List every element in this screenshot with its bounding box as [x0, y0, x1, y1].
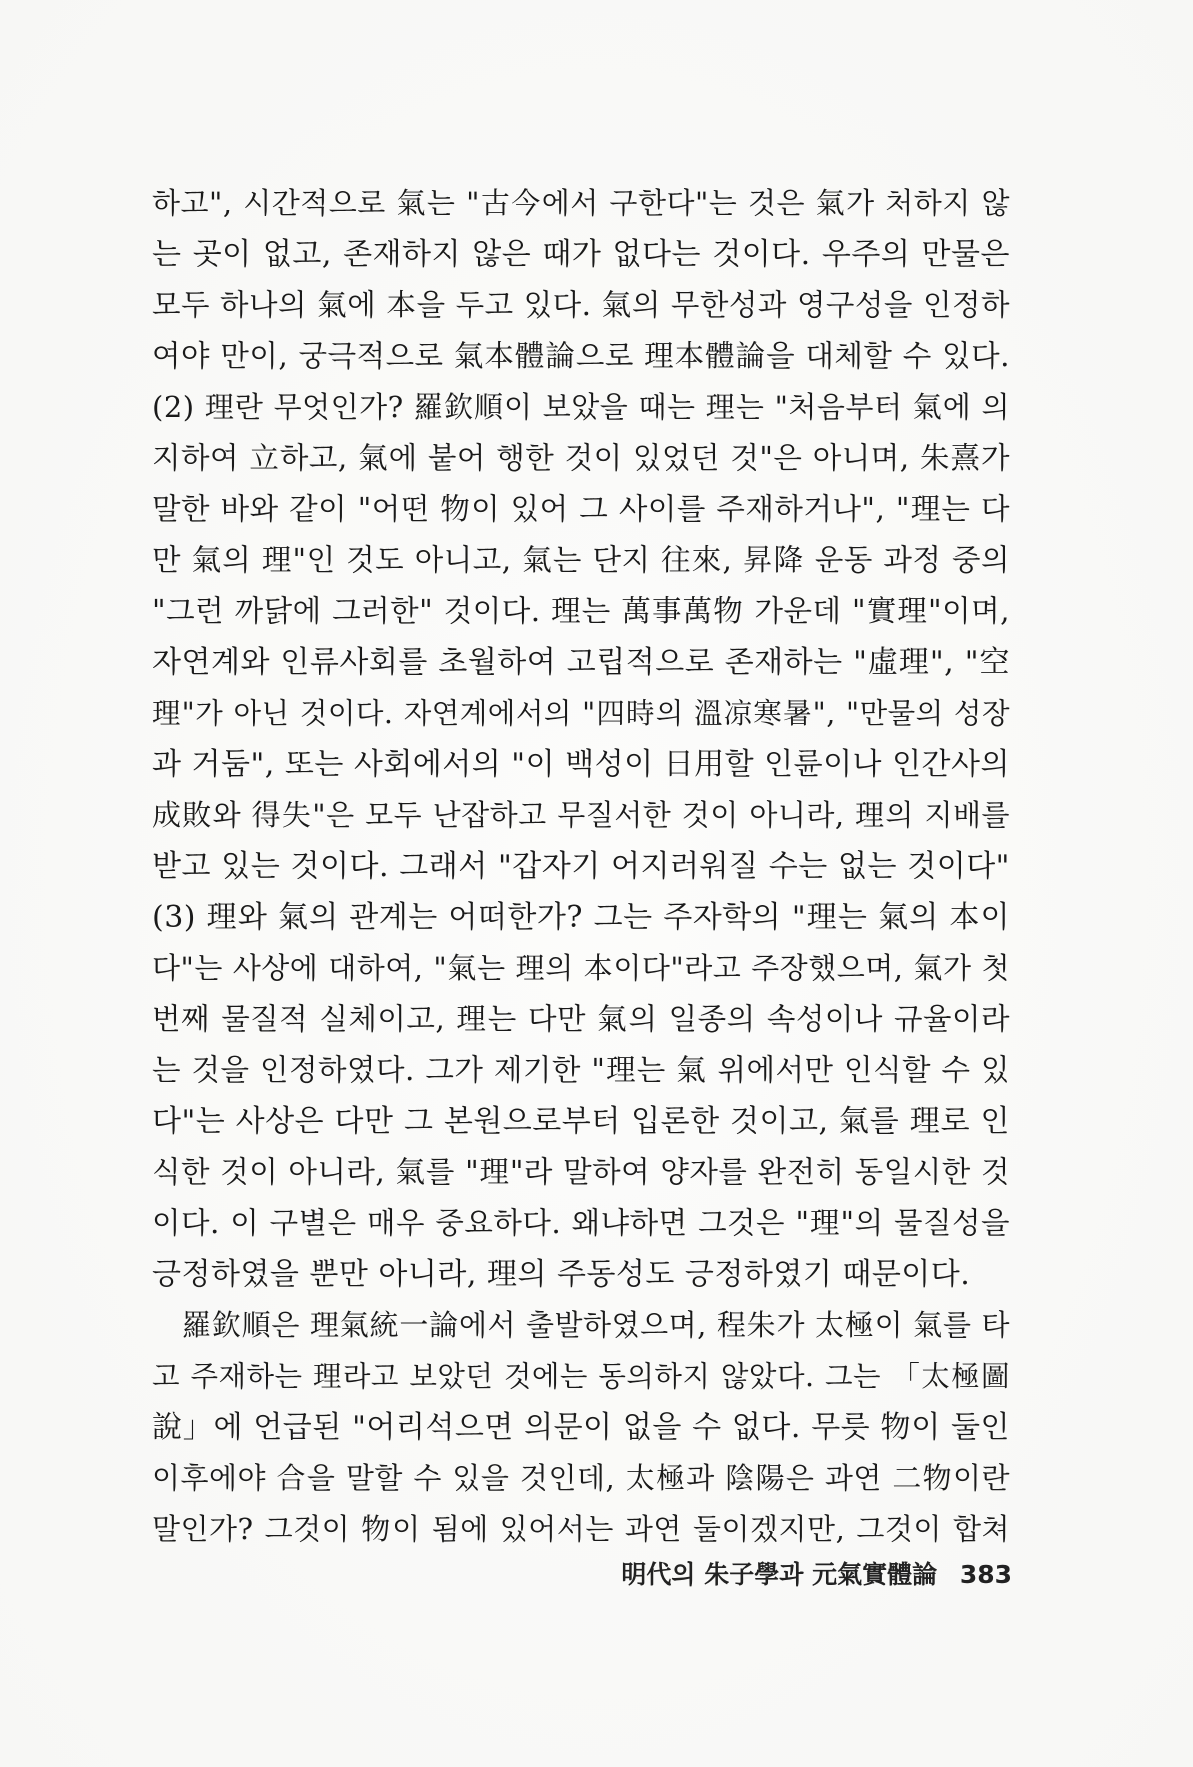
text-line: 理"가 아닌 것이다. 자연계에서의 "四時의 溫凉寒暑", "만물의 성장 — [152, 697, 1010, 730]
text-line: 만 氣의 理"인 것도 아니고, 氣는 단지 往來, 昇降 운동 과정 중의 — [152, 543, 1010, 577]
text-line: "그런 까닭에 그러한" 것이다. 理는 萬事萬物 가운데 "實理"이며, — [152, 594, 1010, 628]
text-line: 과 거둠", 또는 사회에서의 "이 백성이 日用할 인륜이나 인간사의 — [152, 747, 1010, 782]
running-title: 明代의 朱子學과 元氣實體論 — [621, 1560, 938, 1589]
text-line: 식한 것이 아니라, 氣를 "理"라 말하여 양자를 완전히 동일시한 것 — [152, 1155, 1010, 1189]
paragraph-1 — [152, 178, 1010, 1300]
text-line: 成敗와 得失"은 모두 난잡하고 무질서한 것이 아니라, 理의 지배를 — [152, 798, 1010, 832]
text-line: 받고 있는 것이다. 그래서 "갑자기 어지러워질 수는 없는 것이다" — [152, 849, 1010, 884]
text-line: 긍정하였을 뿐만 아니라, 理의 주동성도 긍정하였기 때문이다. — [152, 1257, 971, 1292]
page-number: 383 — [959, 1560, 1012, 1589]
text-line: 번째 물질적 실체이고, 理는 다만 氣의 일종의 속성이나 규율이라 — [152, 1002, 1010, 1036]
body-text — [152, 178, 1010, 1555]
text-line: 다"는 사상은 다만 그 본원으로부터 입론한 것이고, 氣를 理로 인 — [152, 1104, 1010, 1139]
text-line: 자연계와 인류사회를 초월하여 고립적으로 존재하는 "虛理", "空 — [152, 645, 1010, 680]
text-line: 다"는 사상에 대하여, "氣는 理의 本이다"라고 주장했으며, 氣가 첫 — [152, 951, 1010, 985]
text-line: 이후에야 合을 말할 수 있을 것인데, 太極과 陰陽은 과연 二物이란 — [152, 1461, 1010, 1495]
text-line: 說」에 언급된 "어리석으면 의문이 없을 수 없다. 무릇 物이 둘인 — [152, 1410, 1010, 1445]
text-line: 羅欽順은 理氣統一論에서 출발하였으며, 程朱가 太極이 氣를 타 — [182, 1308, 1010, 1342]
text-line: 고 주재하는 理라고 보았던 것에는 동의하지 않았다. 그는 「太極圖 — [152, 1360, 1010, 1393]
paragraph-2 — [152, 1300, 1010, 1555]
text-line: 말한 바와 같이 "어떤 物이 있어 그 사이를 주재하거나", "理는 다 — [152, 492, 1010, 526]
text-line: 모두 하나의 氣에 本을 두고 있다. 氣의 무한성과 영구성을 인정하 — [152, 288, 1010, 322]
text-line: (3) 理와 氣의 관계는 어떠한가? 그는 주자학의 "理는 氣의 本이 — [152, 900, 1010, 935]
text-line: 지하여 立하고, 氣에 붙어 행한 것이 있었던 것"은 아니며, 朱熹가 — [152, 441, 1010, 475]
page-footer — [600, 1555, 1012, 1591]
text-line: 말인가? 그것이 物이 됨에 있어서는 과연 둘이겠지만, 그것이 합쳐 — [152, 1512, 1010, 1546]
text-line: 는 곳이 없고, 존재하지 않은 때가 없다는 것이다. 우주의 만물은 — [152, 237, 1010, 272]
text-line: 여야 만이, 궁극적으로 氣本體論으로 理本體論을 대체할 수 있다. — [152, 339, 1010, 373]
text-line: 하고", 시간적으로 氣는 "古今에서 구한다"는 것은 氣가 처하지 않 — [152, 186, 1010, 220]
text-line: 는 것을 인정하였다. 그가 제기한 "理는 氣 위에서만 인식할 수 있 — [152, 1053, 1010, 1087]
text-line: (2) 理란 무엇인가? 羅欽順이 보았을 때는 理는 "처음부터 氣에 의 — [152, 390, 1010, 424]
text-line: 이다. 이 구별은 매우 중요하다. 왜냐하면 그것은 "理"의 물질성을 — [152, 1206, 1010, 1240]
